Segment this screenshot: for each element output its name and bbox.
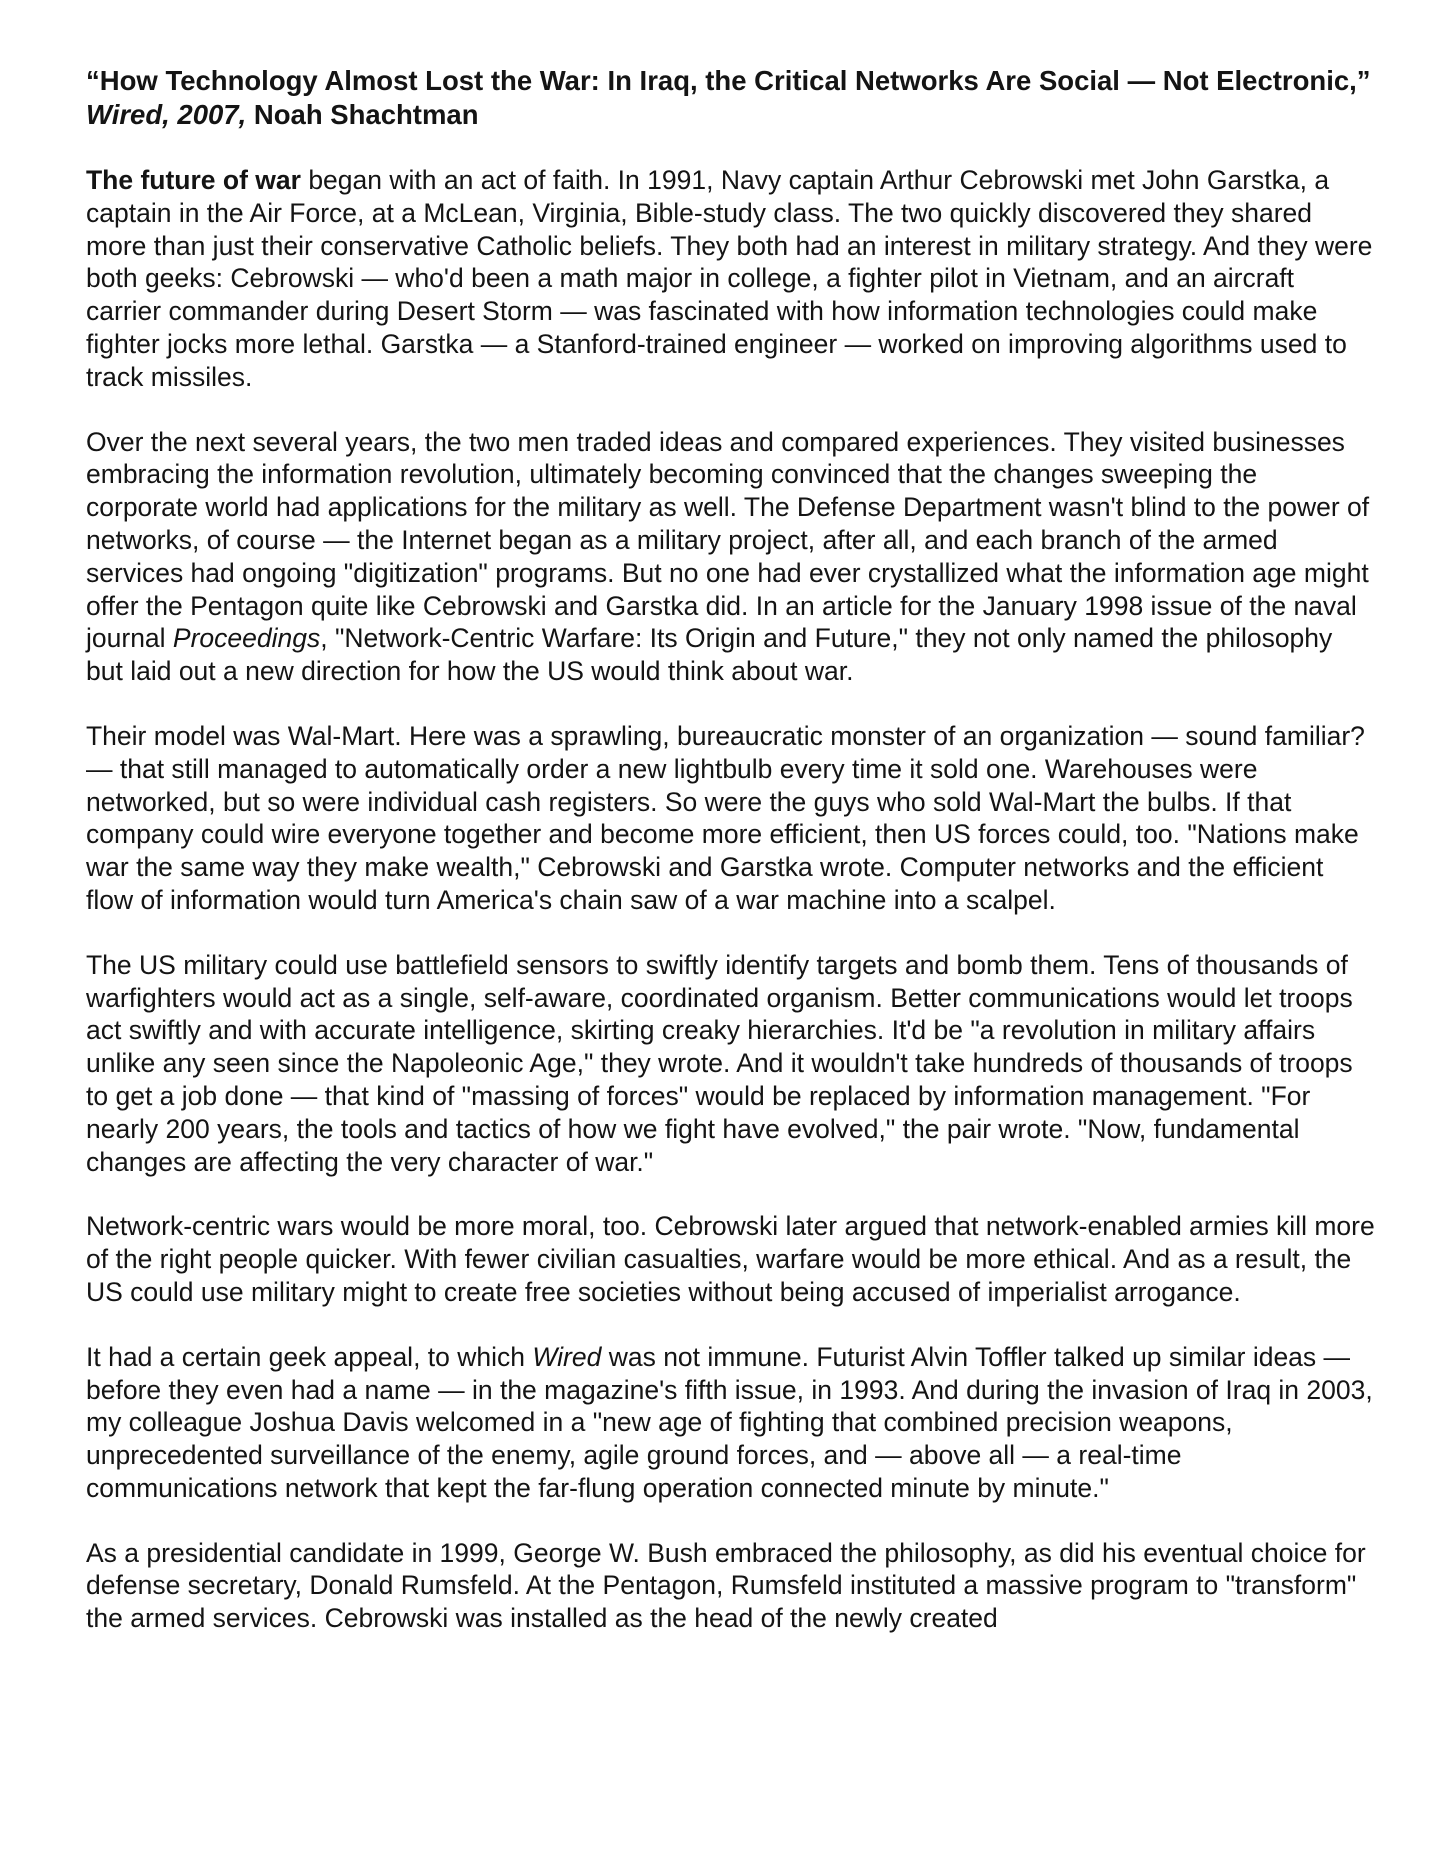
paragraph-2 bbox=[86, 426, 1376, 688]
journal-title: Proceedings bbox=[172, 623, 321, 654]
title-text: “How Technology Almost Lost the War: In Iraq, the Critical Networks Are Social — Not Electronic,” bbox=[86, 65, 1371, 96]
title-author: Noah Shachtman bbox=[246, 99, 479, 130]
document-title bbox=[86, 64, 1376, 132]
paragraph-text: , "Network-Centric Warfare: Its Origin and Future," they not only named the philosophy but laid out a new direction for how the US would think about war. bbox=[86, 623, 1333, 687]
paragraph-lead: The future of war bbox=[86, 165, 301, 195]
paragraph-text: It had a certain geek appeal, to which bbox=[86, 1341, 533, 1372]
document-page bbox=[86, 64, 1376, 1667]
paragraph-5: Network-centric wars would be more moral, too. Cebrowski later argued that network-enabled armies kill more of the right people quicker. With fewer civilian casualties, warfare would be more ethical. And as a result, the US could use military might to create free societies without being accused of imperialist arrogance. bbox=[86, 1211, 1375, 1307]
paragraph-6 bbox=[86, 1341, 1376, 1505]
paragraph-3: Their model was Wal-Mart. Here was a sprawling, bureaucratic monster of an organization — sound familiar? — that still managed to automatically order a new lightbulb every time it sold one. Warehouses were networked, but so were individual cash registers. So were the guys who sold Wal-Mart the bulbs. If that company could wire everyone together and become more efficient, then US forces could, too. "Nations make war the same way they make wealth," Cebrowski and Garstka wrote. Computer networks and the efficient flow of information would turn America's chain saw of a war machine into a scalpel. bbox=[86, 720, 1365, 915]
paragraph-1 bbox=[86, 164, 1376, 394]
paragraph-text: Over the next several years, the two men traded ideas and compared experiences. They visited businesses embracing the information revolution, ultimately becoming convinced that the changes sweeping the corporate world had applications for the military as well. The Defense Department wasn't blind to the power of networks, of course — the Internet began as a military project, after all, and each branch of the armed services had ongoing "digitization" programs. But no one had ever crystallized what the information age might offer the Pentagon quite like Cebrowski and Garstka did. In an article for the January 1998 issue of the naval journal bbox=[86, 426, 1370, 654]
magazine-name: Wired bbox=[532, 1341, 602, 1372]
paragraph-text: was not immune. Futurist Alvin Toffler talked up similar ideas — before they even had a name — in the magazine's fifth issue, in 1993. And during the invasion of Iraq in 2003, my colleague Joshua Davis welcomed in a "new age of fighting that combined precision weapons, unprecedented surveillance of the enemy, agile ground forces, and — above all — a real-time communications network that kept the far-flung operation connected minute by minute." bbox=[86, 1341, 1373, 1503]
paragraph-4: The US military could use battlefield sensors to swiftly identify targets and bomb them. Tens of thousands of warfighters would act as a single, self-aware, coordinated organism. Better communications would let troops act swiftly and with accurate intelligence, skirting creaky hierarchies. It'd be "a revolution in military affairs unlike any seen since the Napoleonic Age," they wrote. And it wouldn't take hundreds of thousands of troops to get a job done — that kind of "massing of forces" would be replaced by information management. "For nearly 200 years, the tools and tactics of how we fight have evolved," the pair wrote. "Now, fundamental changes are affecting the very character of war." bbox=[86, 949, 1353, 1177]
paragraph-7: As a presidential candidate in 1999, George W. Bush embraced the philosophy, as did his eventual choice for defense secretary, Donald Rumsfeld. At the Pentagon, Rumsfeld instituted a massive program to "transform" the armed services. Cebrowski was installed as the head of the newly created bbox=[86, 1537, 1366, 1634]
paragraph-text: began with an act of faith. In 1991, Navy captain Arthur Cebrowski met John Garstka, a captain in the Air Force, at a McLean, Virginia, Bible-study class. The two quickly discovered they shared more than just their conservative Catholic beliefs. They both had an interest in military strategy. And they were both geeks: Cebrowski — who'd been a math major in college, a fighter pilot in Vietnam, and an aircraft carrier commander during Desert Storm — was fascinated with how information technologies could make fighter jocks more lethal. Garstka — a Stanford-trained engineer — worked on improving algorithms used to track missiles. bbox=[86, 165, 1373, 392]
title-source: Wired, 2007, bbox=[86, 99, 247, 130]
